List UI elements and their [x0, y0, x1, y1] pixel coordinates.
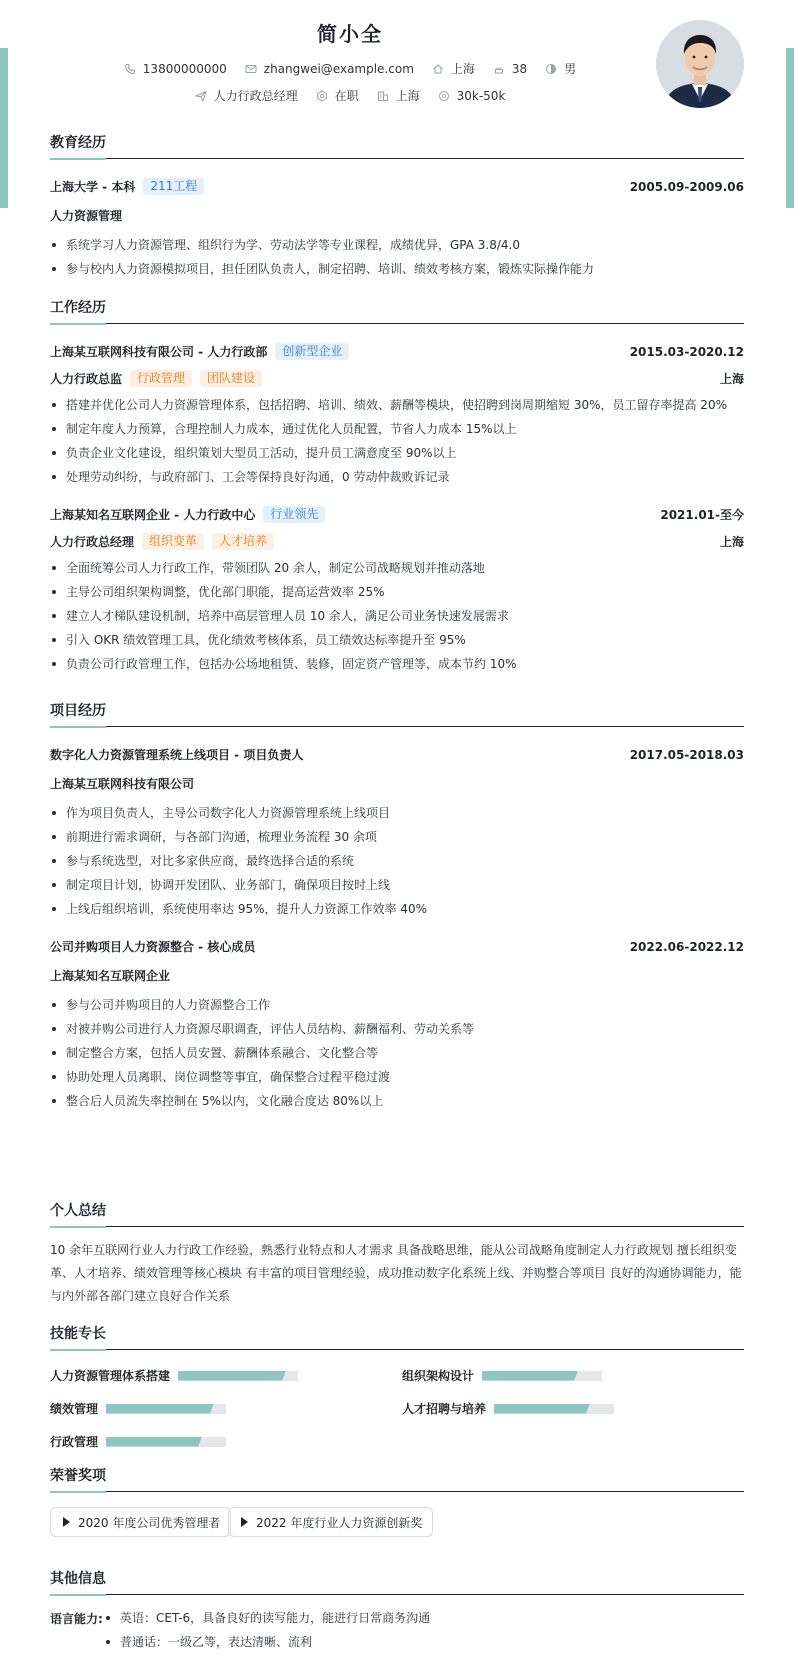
education-list — [50, 237, 744, 277]
school-name: 上海大学 - 本科 — [50, 180, 136, 194]
skill-name: 人才招聘与培养 — [402, 1402, 487, 1416]
job-city: 上海 — [719, 372, 744, 386]
language-block — [50, 1610, 744, 1667]
award-item — [50, 1507, 231, 1537]
skills-section — [50, 1323, 744, 1449]
language-list — [104, 1610, 430, 1658]
skill-item — [402, 1367, 602, 1384]
gear-icon — [316, 90, 328, 102]
project-company: 上海某知名互联网企业 — [50, 969, 171, 983]
salary-text: 30k-50k — [456, 88, 506, 103]
list-item: 整合后人员流失率控制在 5%以内，文化融合度达 80%以上 — [50, 1093, 744, 1109]
skill-name: 人力资源管理体系搭建 — [50, 1369, 171, 1383]
contact-row — [50, 60, 650, 77]
summary-section — [50, 1200, 744, 1308]
list-item: 制定整合方案，包括人员安置、薪酬体系融合、文化整合等 — [50, 1045, 744, 1061]
project-duties-list — [50, 997, 744, 1109]
role-tag: 团队建设 — [200, 370, 262, 387]
project-entry — [50, 938, 744, 1109]
project-row — [50, 938, 744, 955]
awards-title: 荣誉奖项 — [50, 1465, 744, 1492]
company-name: 上海某互联网科技有限公司 - 人力行政部 — [50, 345, 268, 359]
job-role-row — [50, 370, 744, 387]
skill-bar-fill — [106, 1437, 202, 1447]
triangle-icon — [63, 1517, 70, 1527]
project-name: 公司并购项目人力资源整合 - 核心成员 — [50, 940, 256, 954]
skill-item — [50, 1400, 226, 1417]
role-tag: 组织变革 — [142, 533, 204, 550]
list-item: 参与公司并购项目的人力资源整合工作 — [50, 997, 744, 1013]
skill-bar-fill — [494, 1404, 590, 1414]
job-entry — [50, 506, 744, 672]
job-duties-list — [50, 397, 744, 485]
skill-bar — [482, 1371, 602, 1381]
mail-icon — [245, 63, 257, 75]
language-label: 语言能力: — [50, 1612, 103, 1626]
other-section — [50, 1568, 744, 1649]
cake-icon — [493, 63, 505, 75]
company-tag: 创新型企业 — [275, 343, 349, 360]
skill-bar — [106, 1437, 226, 1447]
gender-item — [545, 60, 576, 77]
role-name: 人力行政总监 — [50, 372, 123, 386]
job-duties-list — [50, 560, 744, 672]
building-icon — [377, 90, 389, 102]
home-icon — [432, 63, 444, 75]
skill-item — [50, 1433, 226, 1450]
phone-icon — [124, 63, 136, 75]
role-tag: 行政管理 — [130, 370, 192, 387]
summary-text: 10 余年互联网行业人力行政工作经验，熟悉行业特点和人才需求 具备战略思维，能从公司战略角度制定人力行政规划 擅长组织变革、人才培养、绩效管理等核心模块 有丰富的项目管理经验，成功推动数字化系统上线、并购整合等项目 良好的沟通协调能力，能与内外部各部门建立良好合作关系 — [50, 1243, 742, 1303]
job-city: 上海 — [719, 535, 744, 549]
list-item: 作为项目负责人，主导公司数字化人力资源管理系统上线项目 — [50, 805, 744, 821]
skill-bar — [106, 1404, 226, 1414]
skill-bar — [494, 1404, 614, 1414]
send-icon — [195, 90, 207, 102]
job-entry — [50, 343, 744, 485]
list-item: 对被并购公司进行人力资源尽职调查，评估人员结构、薪酬福利、劳动关系等 — [50, 1021, 744, 1037]
education-section — [50, 132, 744, 277]
list-item: 系统学习人力资源管理、组织行为学、劳动法学等专业课程，成绩优异，GPA 3.8/4.0 — [50, 237, 744, 253]
job-intent-row — [50, 87, 650, 104]
list-item: 负责公司行政管理工作，包括办公场地租赁、装修，固定资产管理等，成本节约 10% — [50, 656, 744, 672]
target-city-item — [377, 87, 420, 104]
company-tag: 行业领先 — [263, 506, 325, 523]
award-item — [228, 1507, 433, 1537]
triangle-icon — [241, 1517, 248, 1527]
other-title: 其他信息 — [50, 1568, 744, 1595]
role-name: 人力行政总经理 — [50, 535, 135, 549]
skill-bar — [178, 1371, 298, 1381]
list-item: 处理劳动纠纷，与政府部门、工会等保持良好沟通，0 劳动仲裁败诉记录 — [50, 469, 744, 485]
project-duties-list — [50, 805, 744, 917]
projects-section — [50, 700, 744, 1109]
list-item: 前期进行需求调研，与各部门沟通，梳理业务流程 30 余项 — [50, 829, 744, 845]
summary-title: 个人总结 — [50, 1200, 744, 1227]
skill-bar-fill — [178, 1371, 286, 1381]
age-text: 38 — [511, 61, 528, 76]
job-company-row — [50, 343, 744, 360]
gender-text: 男 — [564, 62, 577, 76]
job-role-row — [50, 533, 744, 550]
project-date: 2022.06-2022.12 — [629, 939, 744, 954]
resume-header — [50, 0, 744, 140]
right-accent-bar — [786, 48, 794, 208]
list-item: 英语：CET-6，具备良好的读写能力，能进行日常商务沟通 — [104, 1610, 430, 1626]
project-row — [50, 746, 744, 763]
list-item: 负责企业文化建设，组织策划大型员工活动，提升员工满意度至 90%以上 — [50, 445, 744, 461]
skill-name: 行政管理 — [50, 1435, 99, 1449]
age-item — [493, 62, 527, 76]
skill-item — [50, 1367, 298, 1384]
role-tag: 人才培养 — [212, 533, 274, 550]
project-name: 数字化人力资源管理系统上线项目 - 项目负责人 — [50, 748, 304, 762]
status-item — [316, 87, 359, 104]
list-item: 制定年度人力预算，合理控制人力成本，通过优化人员配置，节省人力成本 15%以上 — [50, 421, 744, 437]
list-item: 协助处理人员离职、岗位调整等事宜，确保整合过程平稳过渡 — [50, 1069, 744, 1085]
list-item: 建立人才梯队建设机制，培养中高层管理人员 10 余人，满足公司业务快速发展需求 — [50, 608, 744, 624]
education-title: 教育经历 — [50, 132, 744, 159]
job-date: 2015.03-2020.12 — [629, 344, 744, 359]
location-item — [432, 60, 475, 77]
position-item — [195, 87, 298, 104]
award-text: 2022 年度行业人力资源创新奖 — [256, 1515, 423, 1530]
major-name: 人力资源管理 — [50, 209, 123, 223]
list-item: 参与系统选型，对比多家供应商，最终选择合适的系统 — [50, 853, 744, 869]
list-item: 搭建并优化公司人力资源管理体系，包括招聘、培训、绩效、薪酬等模块，使招聘到岗周期缩短 30%，员工留存率提高 20% — [50, 397, 744, 413]
skill-bar-fill — [106, 1404, 214, 1414]
list-item: 普通话：一级乙等，表达清晰、流利 — [104, 1634, 430, 1650]
profile-photo — [656, 20, 744, 108]
status-text: 在职 — [334, 89, 359, 103]
project-company: 上海某互联网科技有限公司 — [50, 777, 195, 791]
phone-item — [124, 62, 227, 76]
job-company-row — [50, 506, 744, 523]
list-item: 制定项目计划，协调开发团队、业务部门，确保项目按时上线 — [50, 877, 744, 893]
left-accent-bar — [0, 48, 8, 208]
awards-section — [50, 1465, 744, 1545]
gender-icon — [545, 63, 557, 75]
resume-page — [50, 0, 744, 1649]
education-date: 2005.09-2009.06 — [629, 179, 744, 194]
skill-name: 绩效管理 — [50, 1402, 99, 1416]
salary-item — [438, 89, 506, 103]
phone-text: 13800000000 — [142, 61, 227, 76]
project-entry — [50, 746, 744, 917]
skill-bar-fill — [482, 1371, 578, 1381]
email-text: zhangwei@example.com — [263, 61, 414, 76]
candidate-name: 简小全 — [317, 22, 383, 46]
position-text: 人力行政总经理 — [213, 89, 298, 103]
education-row — [50, 178, 744, 195]
projects-title: 项目经历 — [50, 700, 744, 727]
job-date: 2021.01-至今 — [660, 508, 744, 522]
skill-name: 组织架构设计 — [402, 1369, 475, 1383]
email-item — [245, 62, 414, 76]
list-item: 全面统筹公司人力行政工作，带领团队 20 余人，制定公司战略规划并推动落地 — [50, 560, 744, 576]
location-text: 上海 — [450, 62, 475, 76]
list-item: 参与校内人力资源模拟项目，担任团队负责人，制定招聘、培训、绩效考核方案，锻炼实际操作能力 — [50, 261, 744, 277]
skill-item — [402, 1400, 614, 1417]
list-item: 上线后组织培训，系统使用率达 95%，提升人力资源工作效率 40% — [50, 901, 744, 917]
company-name: 上海某知名互联网企业 - 人力行政中心 — [50, 508, 256, 522]
award-text: 2020 年度公司优秀管理者 — [78, 1515, 221, 1530]
school-tag: 211工程 — [143, 178, 204, 195]
list-item: 引入 OKR 绩效管理工具，优化绩效考核体系，员工绩效达标率提升至 95% — [50, 632, 744, 648]
work-section — [50, 297, 744, 672]
work-title: 工作经历 — [50, 297, 744, 324]
coin-icon — [438, 90, 450, 102]
list-item: 主导公司组织架构调整，优化部门职能，提高运营效率 25% — [50, 584, 744, 600]
project-date: 2017.05-2018.03 — [629, 747, 744, 762]
skills-title: 技能专长 — [50, 1323, 744, 1350]
target-city-text: 上海 — [395, 89, 420, 103]
